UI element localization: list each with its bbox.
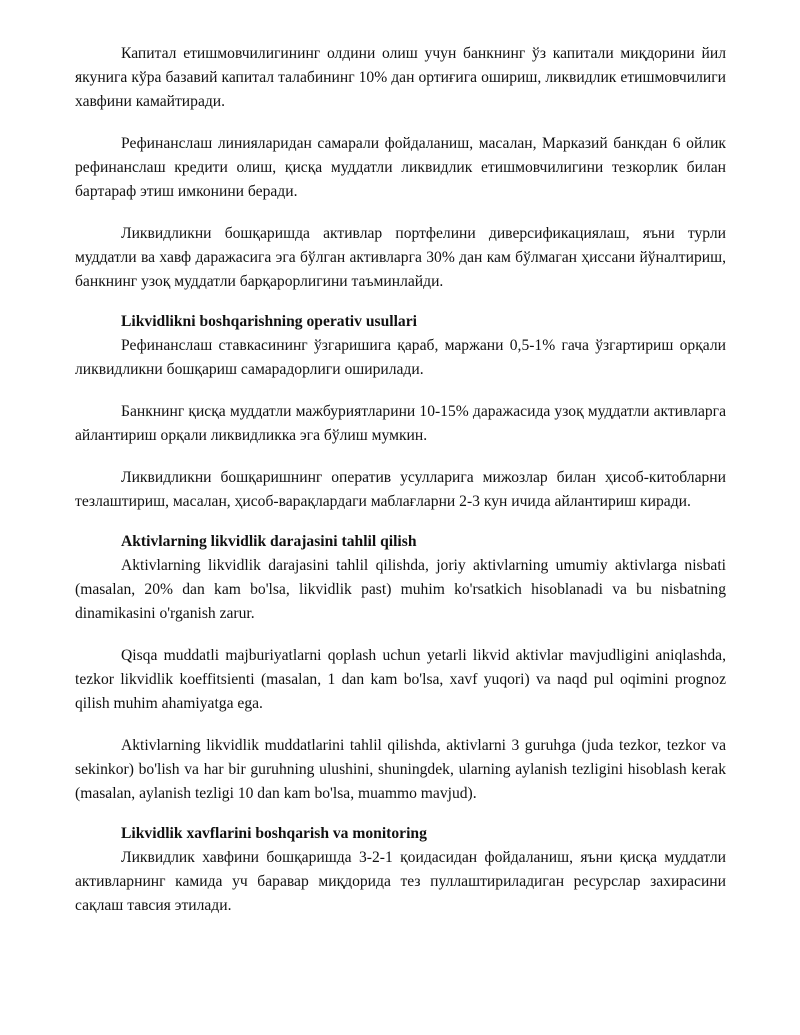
paragraph-current-assets-ratio: Aktivlarning likvidlik darajasini tahlil qilishda, joriy aktivlarning umumiy aktivlarga nisbati (masalan, 20% dan kam bo'lsa, likvidlik past) muhim ko'rsatkich hisoblanadi va bu nisbatning dinamikasini o'rganish zarur. xyxy=(75,557,726,622)
section-heading-operative-methods: Likvidlikni boshqarishning operativ usullari xyxy=(121,313,417,330)
paragraph-capital-shortage: Капитал етишмовчилигининг олдини олиш учун банкнинг ўз капитали миқдорини йил якунига кўра базавий капитал талабининг 10% дан ортиғига ошириш, ликвидлик етишмовчилиги хавфини камайтиради. xyxy=(75,45,726,110)
paragraph-settlements: Ликвидликни бошқаришнинг оператив усулларига мижозлар билан ҳисоб-китобларни тезлаштириш, масалан, ҳисоб-варақлардаги маблағларни 2-3 кун ичида айлантириш киради. xyxy=(75,469,726,510)
section-heading-risk-monitoring: Likvidlik xavflarini boshqarish va monitoring xyxy=(121,825,427,842)
paragraph-refinancing-lines: Рефинанслаш линияларидан самарали фойдаланиш, масалан, Марказий банкдан 6 ойлик рефинанслаш кредити олиш, қисқа муддатли ликвидлик етишмовчилигини тезкорлик билан бартараф этиш имконини беради. xyxy=(75,135,726,200)
paragraph-short-term-liabilities: Банкнинг қисқа муддатли мажбуриятларини 10-15% даражасида узоқ муддатли активларга айлантириш орқали ликвидликка эга бўлиш мумкин. xyxy=(75,403,726,444)
paragraph-diversification: Ликвидликни бошқаришда активлар портфелини диверсификациялаш, яъни турли муддатли ва хавф даражасига эга бўлган активларга 30% дан кам бўлмаган ҳиссани йўналтириш, банкнинг узоқ муддатли барқарорлигини таъминлайди. xyxy=(75,225,726,290)
paragraph-refinancing-rate: Рефинанслаш ставкасининг ўзгаришига қараб, маржани 0,5-1% гача ўзгартириш орқали ликвидликни бошқариш самарадорлиги оширилади. xyxy=(75,337,726,378)
paragraph-quick-liquidity: Qisqa muddatli majburiyatlarni qoplash uchun yetarli likvid aktivlar mavjudligini aniqlashda, tezkor likvidlik koeffitsienti (masalan, 1 dan kam bo'lsa, xavf yuqori) va naqd pul oqimini prognoz qilish muhim ahamiyatga ega. xyxy=(75,647,726,712)
document-page xyxy=(75,42,726,918)
section-heading-liquidity-analysis: Aktivlarning likvidlik darajasini tahlil qilish xyxy=(121,533,417,550)
paragraph-321-rule: Ликвидлик хавфини бошқаришда 3-2-1 қоидасидан фойдаланиш, яъни қисқа муддатли активларнинг камида уч баравар миқдорида тез пуллаштириладиган ресурслар захирасини сақлаш тавсия этилади. xyxy=(75,849,726,914)
paragraph-asset-groups: Aktivlarning likvidlik muddatlarini tahlil qilishda, aktivlarni 3 guruhga (juda tezkor, tezkor va sekinkor) bo'lish va har bir guruhning ulushini, shuningdek, ularning aylanish tezligini hisoblash kerak (masalan, aylanish tezligi 10 dan kam bo'lsa, muammo mavjud). xyxy=(75,737,726,802)
